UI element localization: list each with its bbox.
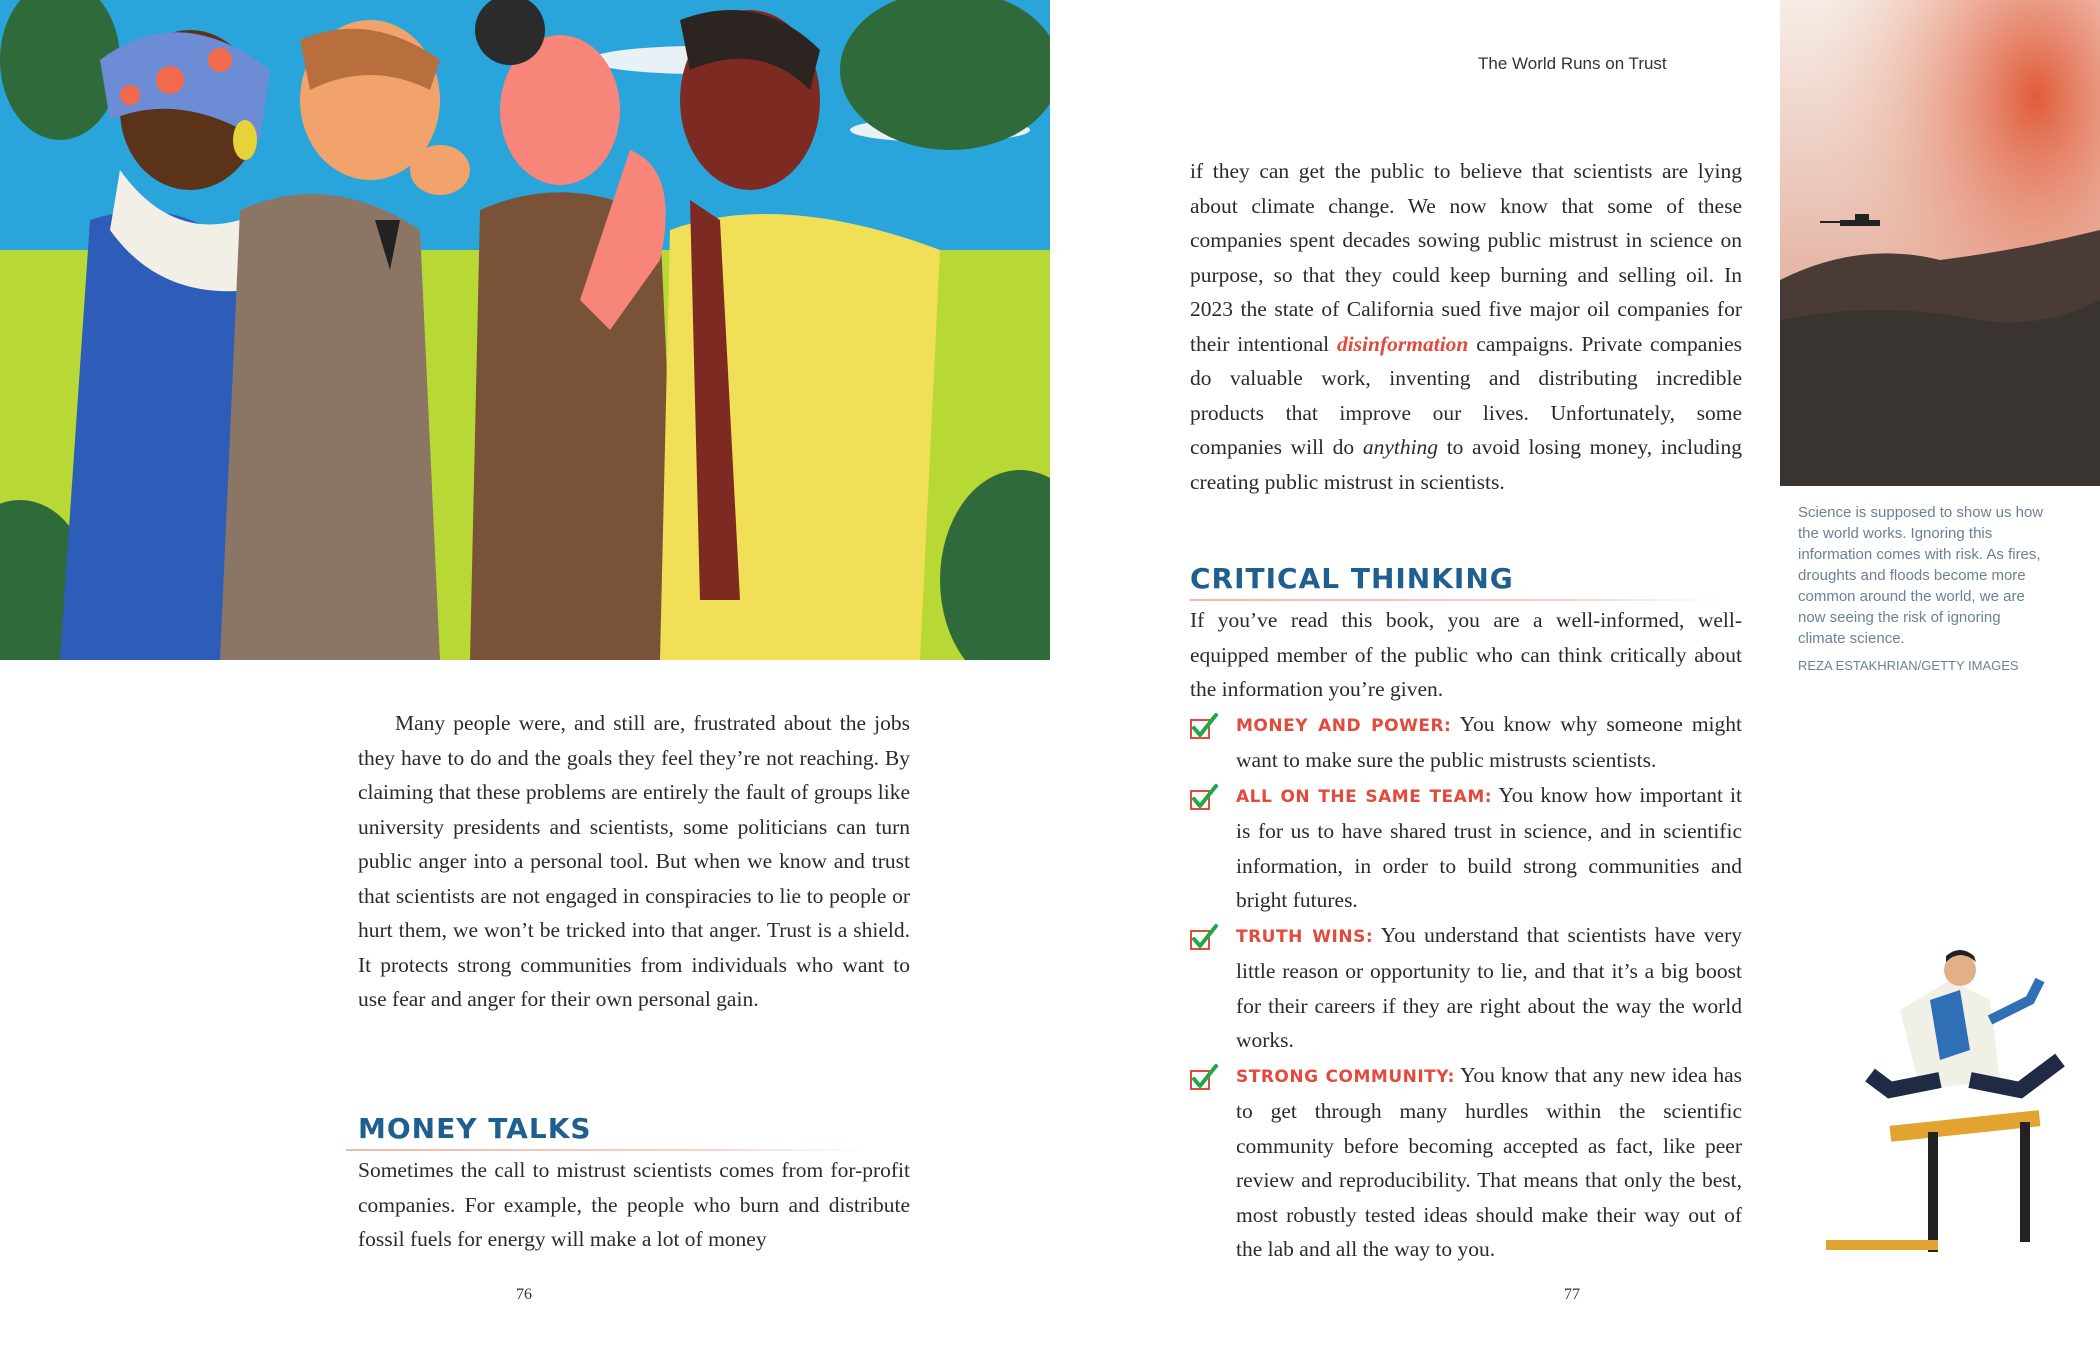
checklist-text: You know that any new idea has to get through many hurdles within the scientific community before becoming accepted as fact, like peer review and reproducibility. That means that only the best, most robustly tested ideas should make their way out of the lab and all the way to you. <box>1236 1062 1742 1261</box>
checklist-label: STRONG COMMUNITY: <box>1236 1066 1455 1087</box>
body-paragraph: Many people were, and still are, frustrated about the jobs they have to do and the goals they feel they’re not reaching. By claiming that these problems are entirely the fault of groups like university presidents and scientists, some politicians can turn public anger into a personal tool. But when we know and trust that scientists are not engaged in conspiracies to lie to people or hurt them, we won’t be tricked into that anger. Trust is a shield. It protects strong communities from individuals who want to use fear and anger for their own personal gain. <box>358 711 910 1011</box>
money-talks-section <box>358 1112 910 1257</box>
heading-rule <box>346 1149 866 1151</box>
checklist-item <box>1190 707 1742 778</box>
critical-thinking-section <box>1190 562 1742 1267</box>
right-page <box>1050 0 2100 1350</box>
checklist-label: MONEY AND POWER: <box>1236 715 1452 736</box>
paragraph-text-1: if they can get the public to believe that scientists are lying about climate change. We now know that some of these companies spent decades sowing public mistrust in science on purpose, so that they could keep burning and selling oil. In 2023 the state of California sued five major oil companies for their intentional <box>1190 159 1742 356</box>
check-icon <box>1190 924 1212 946</box>
page-number: 76 <box>516 1286 532 1303</box>
emphasis-word: disinformation <box>1336 331 1469 356</box>
section-intro: If you’ve read this book, you are a well-informed, well-equipped member of the public who can think critically about the information you’re given. <box>1190 608 1742 701</box>
check-icon <box>1190 1064 1212 1086</box>
running-head: The World Runs on Trust <box>1478 54 1667 73</box>
checklist-item <box>1190 778 1742 918</box>
scientist-hurdle-illustration <box>1770 940 2100 1280</box>
checklist-item <box>1190 1058 1742 1267</box>
whispering-people-illustration <box>0 0 1050 660</box>
paragraph-text-2: campaigns. Private companies do valuable work, inventing and distributing incredible products that improve our lives. Unfortunately, some companies will do <box>1190 331 1742 459</box>
wildfire-photo <box>1780 0 2100 486</box>
check-icon <box>1190 784 1212 806</box>
paragraph-text-3: to avoid losing money, including creating public mistrust in scientists. <box>1190 435 1743 494</box>
section-heading: CRITICAL THINKING <box>1190 562 1514 595</box>
checklist <box>1190 707 1742 1267</box>
check-icon <box>1190 713 1212 735</box>
italic-word: anything <box>1362 435 1439 459</box>
body-paragraph-block <box>358 706 910 1017</box>
checklist-label: ALL ON THE SAME TEAM: <box>1236 786 1493 807</box>
heading-rule <box>1190 599 1730 601</box>
checklist-label: TRUTH WINS: <box>1236 926 1374 947</box>
section-heading: MONEY TALKS <box>358 1112 592 1145</box>
section-text: Sometimes the call to mistrust scientists comes from for-profit companies. For example, the people who burn and distribute fossil fuels for energy will make a lot of money <box>358 1158 910 1251</box>
checklist-item <box>1190 918 1742 1058</box>
photo-caption-block <box>1798 502 2044 676</box>
page-number: 77 <box>1564 1286 1580 1303</box>
body-paragraph <box>1190 154 1742 499</box>
continued-paragraph <box>1190 154 1742 499</box>
checklist-text: You know why someone might want to make sure the public mistrusts scientists. <box>1236 711 1742 772</box>
photo-caption: Science is supposed to show us how the world works. Ignoring this information comes with risk. As fires, droughts and floods become more common around the world, we are now seeing the risk of ignoring climate science. <box>1798 504 2044 647</box>
photo-credit: REZA ESTAKHRIAN/GETTY IMAGES <box>1798 658 2019 673</box>
checklist-text: You know how important it is for us to have shared trust in science, and in scientific information, in order to build strong communities and bright futures. <box>1236 782 1742 912</box>
checklist-text: You understand that scientists have very little reason or opportunity to lie, and that it’s a big boost for their careers if they are right about the way the world works. <box>1236 922 1742 1052</box>
